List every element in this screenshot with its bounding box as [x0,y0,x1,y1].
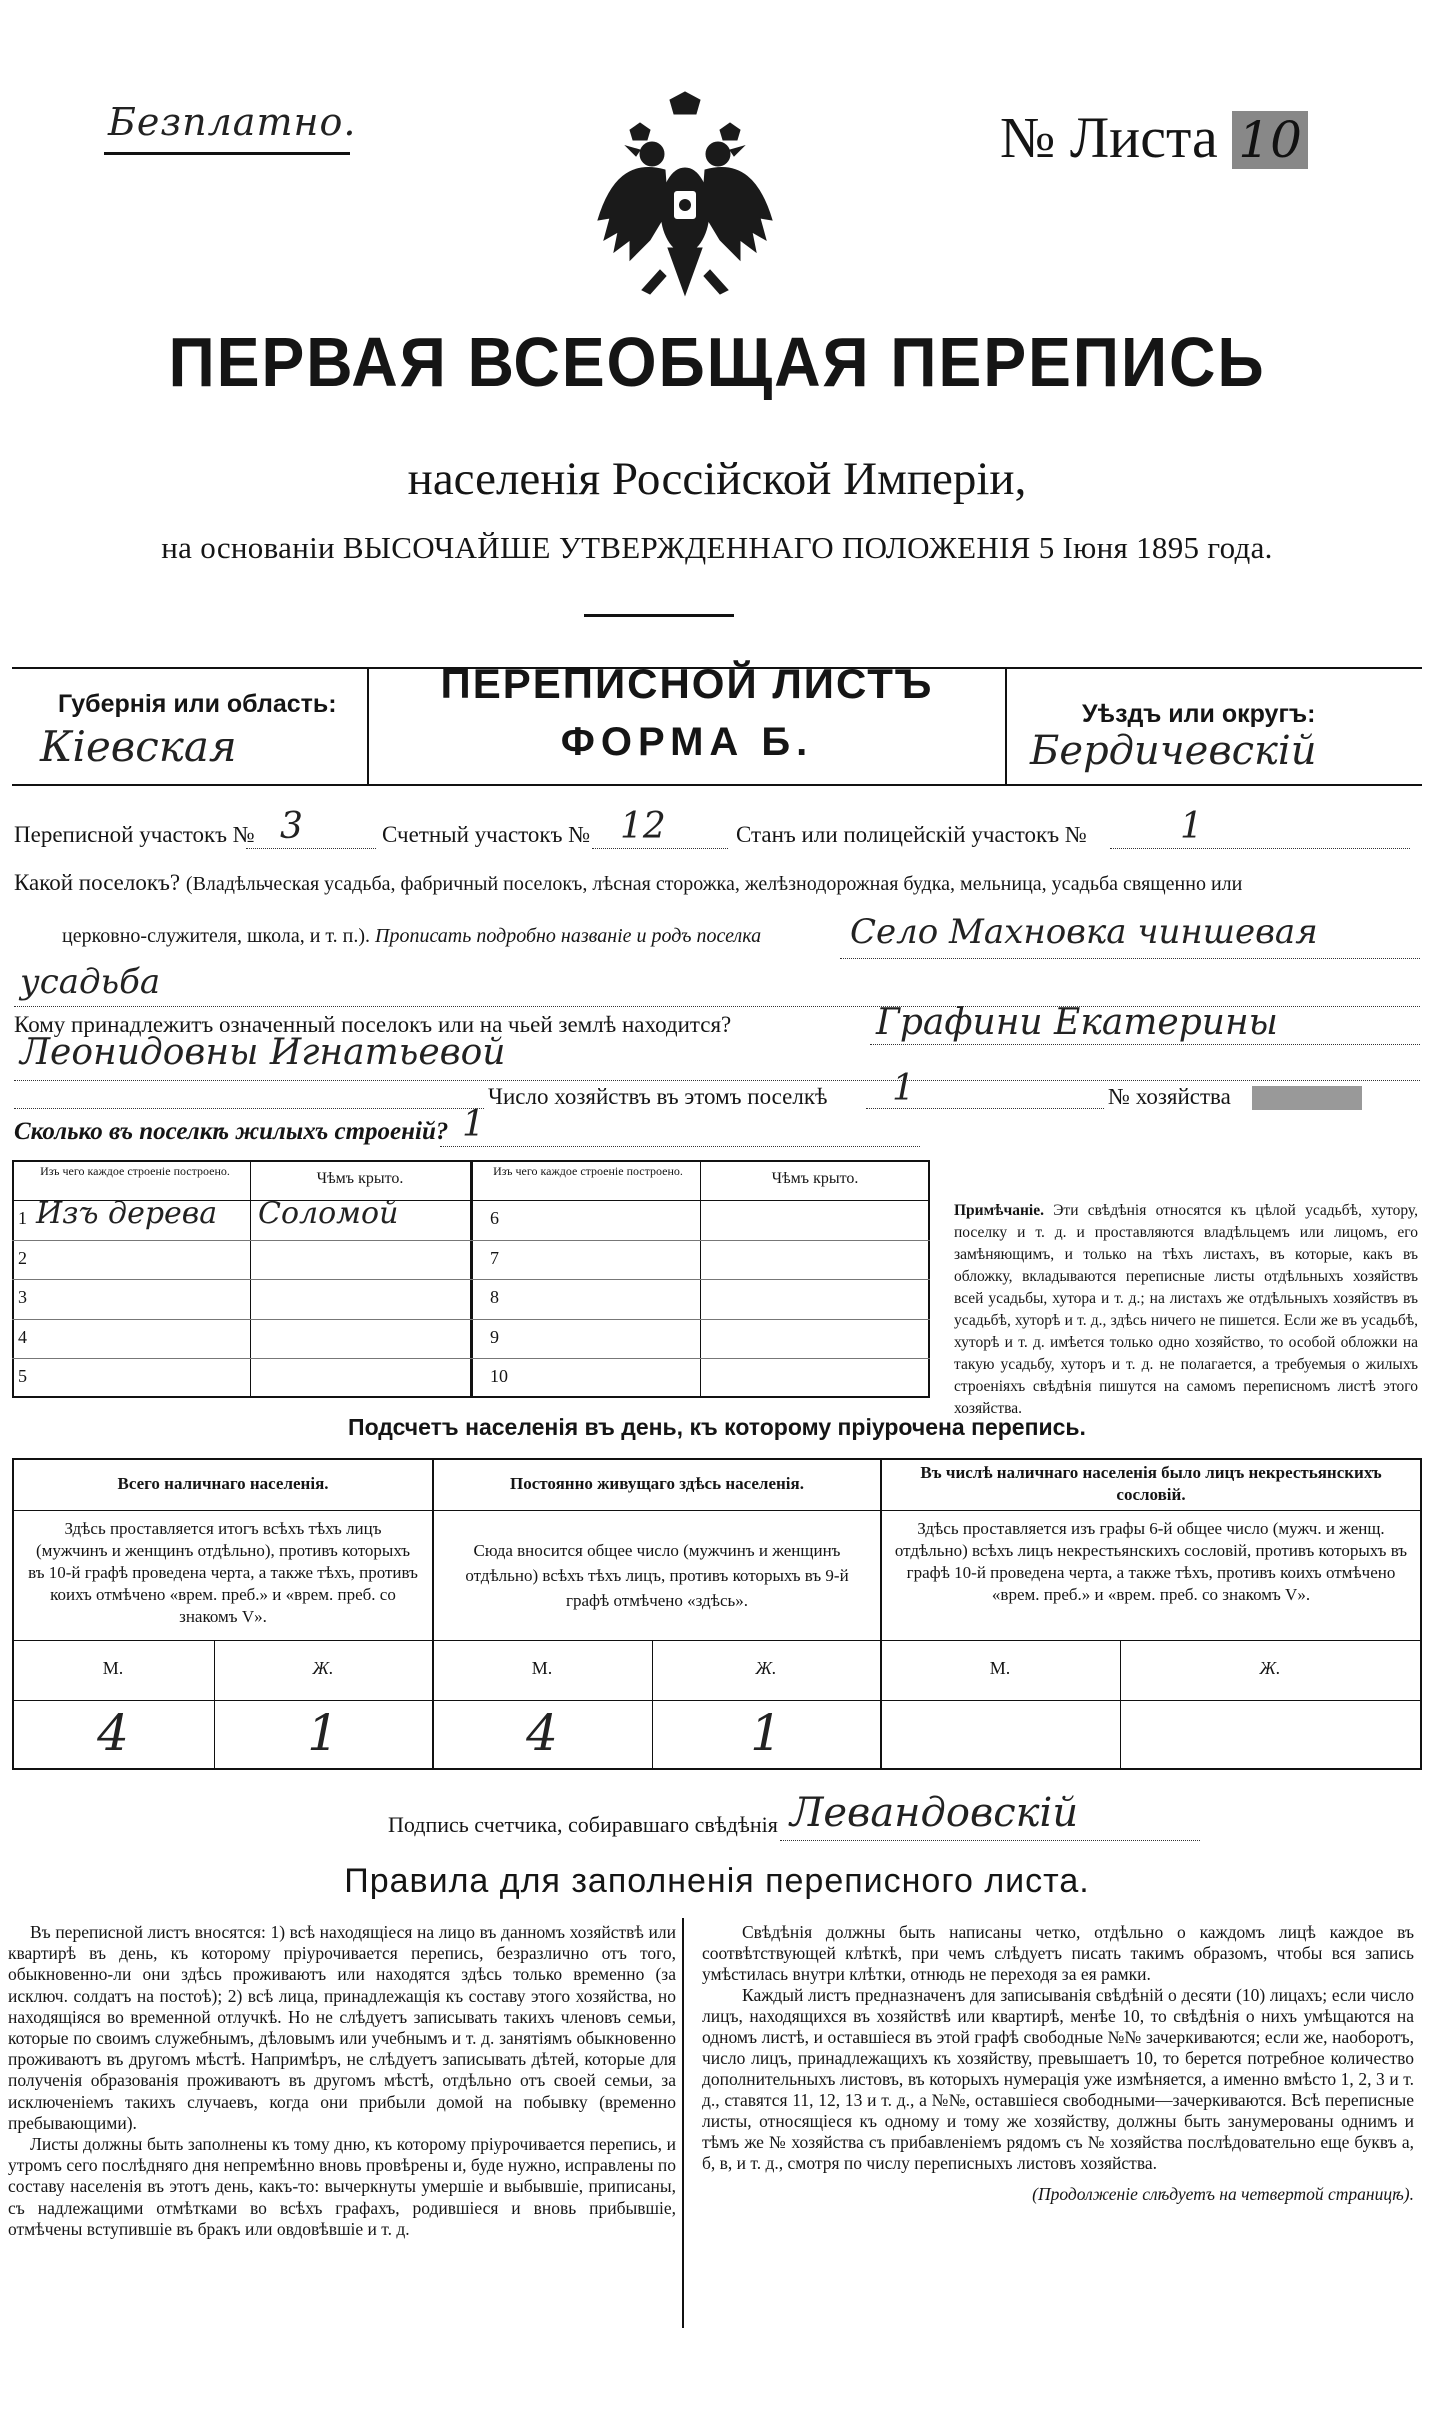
household-no-value-box [1252,1086,1362,1110]
building-row-number: 3 [18,1287,27,1308]
building-row-divider [12,1240,930,1241]
building-row-divider [12,1279,930,1280]
pop-head-rule [12,1510,1422,1511]
pop-c1-f-label: Ж. [312,1658,334,1678]
sheet-number [1000,104,1308,171]
pop-col2-head: Постоянно живущаго здѣсь населенія. [510,1474,804,1493]
free-label: Безплатно. [108,100,357,144]
households-label: Число хозяйствъ въ этомъ поселкѣ [488,1084,828,1109]
pop-val-rule [12,1700,1422,1701]
building-row-number: 7 [490,1247,499,1268]
building-row-roof: Соломой [258,1196,399,1231]
pop-mf-rule [12,1640,1422,1641]
building-row-number: 8 [490,1287,499,1308]
pop-c3-f-label: Ж. [1259,1658,1281,1678]
pop-col2-text: Сюда вносится общее число (мужчинъ и женщинъ отдѣльно) всѣхъ тѣхъ лицъ, противъ которыхъ въ 9-й графѣ отмѣчено «здѣсь». [465,1541,849,1610]
note-text: Эти свѣдѣнія относятся къ цѣлой усадьбѣ, хутору, поселку и т. д. и проставляются владѣльцемъ или лицомъ, его замѣняющимъ, и только на тѣхъ листахъ, въ которые, какъ въ обложку, вкладываются переписные листы отдѣльныхъ хозяйствъ всей усадьбы, хутора и т. д.; на листахъ же отдѣльныхъ хозяйствъ въ усадьбѣ, хуторѣ и т. д., здѣсь ничего не пишется. Если же въ усадьбѣ, хуторѣ и т. д. имѣется только одно хозяйство, то особой обложки на такую усадьбу, хуторъ и т. д. не полагается, а требуемыя о жилыхъ строеніяхъ свѣдѣнія пишутся на самомъ переписномъ листѣ этого хозяйства. [954,1202,1418,1417]
pop-c1-m-label: М. [102,1658,124,1678]
building-row-number: 6 [490,1208,499,1228]
rules-left-p2: Листы должны быть заполнены къ тому дню, къ которому пріурочивается перепись, и утромъ сего послѣдняго дня непремѣнно вновь провѣрены и, буде нужно, исправлены по составу населенія въ этотъ день, какъ-то: вычеркнуты умершіе и выбывшіе, приписаны, съ надлежащими отмѣтками во всѣхъ графахъ, родившіеся и вновь прибывшіе, отмѣчены вступившіе въ бракъ или овдовѣвшіе и т. д. [8,2134,676,2239]
building-row-number: 1 [18,1208,27,1228]
population-heading: Подсчетъ населенія въ день, къ которому пріурочена перепись. [348,1414,1086,1440]
building-row-number: 5 [18,1366,27,1387]
census-area-label: Переписной участокъ № [14,822,255,847]
signature-value: Левандовскій [790,1790,1079,1836]
form-bottom-rule [12,784,1422,786]
province-label: Губернія или область: [58,690,337,718]
settlement-label: Какой поселокъ? [14,870,181,895]
buildings-col-material-right: Изъ чего каждое строеніе построено. [493,1164,683,1178]
rules-continued: (Продолженіе слѣдуетъ на четвертой страницѣ). [1032,2184,1414,2204]
count-area-line [592,848,728,849]
buildings-label: Сколько въ поселкѣ жилыхъ строеній? [14,1118,449,1145]
census-area-line [246,848,376,849]
form-right-sep [1005,667,1007,784]
count-area-value: 12 [620,806,666,847]
free-underline [104,152,350,155]
district-value: Бердичевскій [1030,728,1317,774]
building-row-number: 4 [18,1326,27,1347]
building-row-number: 9 [490,1326,499,1347]
owner-value-2: Леонидовны Игнатьевой [20,1032,506,1073]
signature-label: Подпись счетчика, собиравшаго свѣдѣнія [388,1812,778,1837]
owner-line-1 [870,1044,1420,1045]
settlement-hint-1: (Владѣльческая усадьба, фабричный поселокъ, лѣсная сторожка, желѣзнодорожная будка, мельница, усадьба священно или [185,873,1243,895]
building-row-divider [12,1358,930,1359]
households-pre-line [14,1108,484,1109]
form-title: ФОРМА Б. [560,720,814,764]
building-row-number: 2 [18,1247,27,1268]
police-line [1110,848,1410,849]
double-headed-eagle-icon [590,90,780,310]
pop-c1-m-value: 4 [97,1704,129,1762]
settlement-value-2: усадьба [20,962,161,1002]
note-lead: Примѣчаніе. [954,1202,1044,1219]
page-basis: на основаніи ВЫСОЧАЙШЕ УТВЕРЖДЕННАГО ПОЛОЖЕНІЯ 5 Іюня 1895 года. [161,530,1273,565]
sheet-title: ПЕРЕПИСНОЙ ЛИСТЪ [440,660,934,707]
settlement-hint-2: церковно-служителя, школа, и т. п.). [62,925,370,947]
pop-col3-text: Здѣсь проставляется изъ графы 6-й общее число (мужч. и женщ. отдѣльно) всѣхъ лицъ некрестьянскихъ сословій, противъ которыхъ въ графѣ 10-й проведена черта, а также тѣхъ, противъ коихъ отмѣчено «врем. преб.» и «врем. преб. со знакомъ V». [894,1519,1408,1604]
pop-col1-head: Всего наличнаго населенія. [117,1474,329,1493]
household-no-label: № хозяйства [1108,1084,1231,1109]
building-row-divider [12,1319,930,1320]
settlement-value-1: Село Махновка чиншевая [850,912,1318,952]
settlement-row-2 [62,925,761,948]
buildings-col-roof-right: Чѣмъ крыто. [771,1170,859,1187]
sheet-number-label: № Листа [1000,105,1218,170]
settlement-row [14,870,1424,896]
rules-right-column [702,1922,1414,2205]
pop-c2-m-value: 4 [526,1704,558,1762]
sheet-number-value: 10 [1232,111,1308,169]
pop-c2-f-label: Ж. [755,1658,777,1678]
buildings-value: 1 [462,1104,485,1145]
rules-right-p1: Свѣдѣнія должны быть написаны четко, отдѣльно о каждомъ лицѣ каждое въ соотвѣтствующей клѣткѣ, при чемъ слѣдуетъ писать такимъ образомъ, чтобы вся запись умѣстилась внутри клѣтки, отнюдь не переходя за ея рамки. [702,1922,1414,1984]
pop-col3-head: Въ числѣ наличнаго населенія было лицъ некрестьянскихъ сословій. [920,1463,1382,1504]
police-label: Станъ или полицейскій участокъ № [736,822,1087,847]
owner-value-1: Графини Екатерины [876,1002,1278,1043]
pop-c3-m-label: М. [989,1658,1011,1678]
owner-line-2 [14,1080,1420,1081]
building-row-material: Изъ дерева [36,1196,218,1231]
header-divider [584,614,734,617]
buildings-line [440,1146,920,1147]
settlement-line-1 [840,958,1420,959]
district-label: Уѣздъ или округъ: [1082,700,1316,728]
buildings-col-roof-left: Чѣмъ крыто. [316,1170,404,1187]
count-area-label: Счетный участокъ № [382,822,591,847]
pop-c2-f-value: 1 [750,1704,782,1762]
settlement-hint-italic: Прописать подробно названіе и родъ поселка [375,925,762,947]
rules-heading: Правила для заполненія переписного листа. [344,1862,1090,1900]
police-value: 1 [1180,806,1203,847]
census-area-value: 3 [280,806,303,847]
rules-col-divider [682,1918,684,2328]
page-subtitle: населенія Россійской Имперіи, [407,453,1027,505]
buildings-note [954,1200,1418,1420]
pop-c1-f-value: 1 [307,1704,339,1762]
pop-col1-text: Здѣсь проставляется итогъ всѣхъ тѣхъ лицъ (мужчинъ и женщинъ отдѣльно), противъ которыхъ въ 10-й графѣ проведена черта, а также тѣхъ, противъ коихъ отмѣчено «врем. преб.» и «врем. преб. со знакомъ V». [28,1519,418,1626]
census-area-field [14,822,255,848]
building-row-number: 10 [490,1366,508,1387]
households-line [866,1108,1104,1109]
signature-line [780,1840,1200,1841]
pop-sep-2 [880,1458,882,1770]
owner-label: Кому принадлежитъ означенный поселокъ или на чьей землѣ находится? [14,1012,732,1037]
province-value: Кіевская [40,722,237,771]
rules-left-p1: Въ переписной листъ вносятся: 1) всѣ находящіеся на лицо въ данномъ хозяйствѣ или квартирѣ въ день, къ которому пріурочивается перепись, безразлично отъ того, обыкновенно-ли они здѣсь проживаютъ или находятся здѣсь только временно (за исключ. солдатъ на постоѣ); 2) всѣ лица, принадлежащія къ составу этого хозяйства, но находящіяся во временной отлучкѣ. Но не слѣдуетъ записывать такихъ членовъ семьи, которые по своимъ служебнымъ, дѣловымъ или учебнымъ и т. д. занятіямъ обыкновенно проживаютъ въ другомъ мѣстѣ. Напримѣръ, не слѣдуетъ записывать дѣтей, которые для полученія образованія проживаютъ въ другомъ мѣстѣ, отдѣльно отъ своей семьи, за исключеніемъ такихъ случаевъ, когда они прибыли домой на побывку (временно пребывающими). [8,1922,676,2133]
households-value: 1 [892,1068,915,1109]
pop-c2-m-label: М. [531,1658,553,1678]
page-title: ПЕРВАЯ ВСЕОБЩАЯ ПЕРЕПИСЬ [168,323,1266,401]
rules-right-p2: Каждый листъ предназначенъ для записыванія свѣдѣній о десяти (10) лицахъ; если число лицъ, находящихся въ хозяйствѣ или квартирѣ, менѣе 10, то свѣдѣнія о нихъ умѣщаются на одномъ листѣ, и оставшіеся въ этой графѣ свободные №№ зачеркиваются; если же, наоборотъ, число лицъ, принадлежащихъ къ хозяйству, превышаетъ 10, то берется потребное количество дополнительныхъ листовъ, въ которыхъ нумерація уже измѣняется, а именно вмѣсто 1, 2, 3 и т. д., ставятся 11, 12, 13 и т. д., а №№, оставшіеся свободными—зачеркиваются. Всѣ переписные листы, относящіеся къ одному и тому же хозяйству, должны быть занумерованы однимъ и тѣмъ же № хозяйства съ прибавленіемъ рядомъ съ № хозяйства послѣдовательно еще буквъ а, б, в, и т. д., смотря по числу переписныхъ листовъ хозяйства. [702,1985,1414,2173]
buildings-col-material-left: Изъ чего каждое строеніе построено. [40,1164,230,1178]
rules-left-column [8,1922,676,2240]
